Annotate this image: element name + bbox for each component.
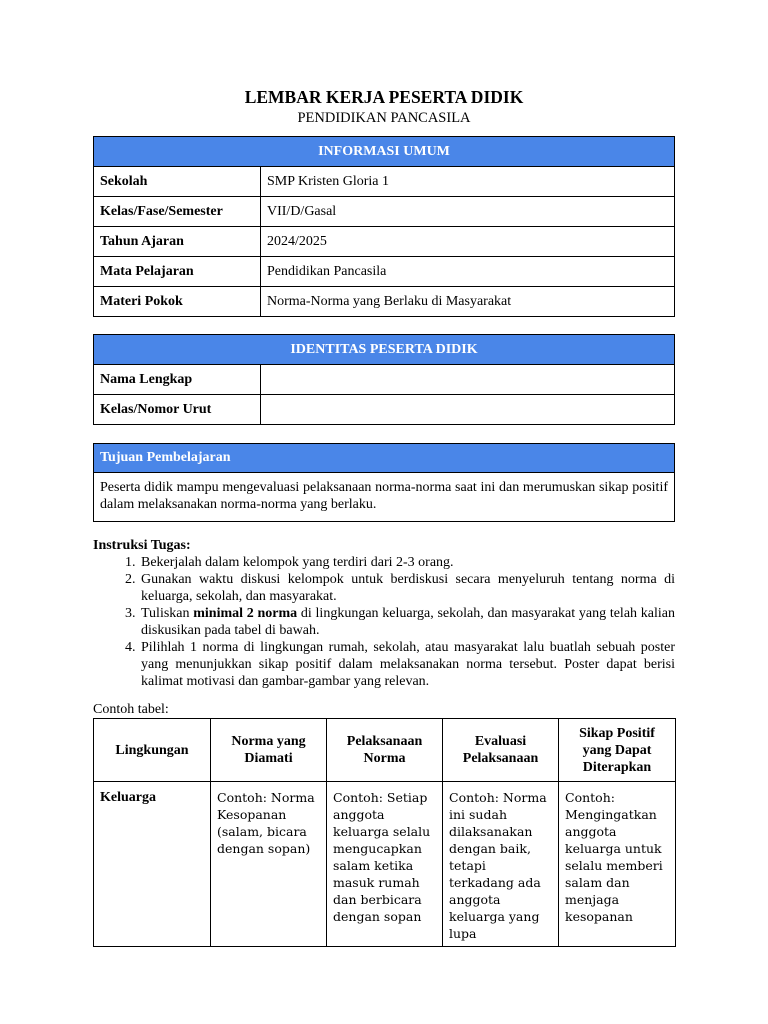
row-label: Kelas/Nomor Urut bbox=[94, 395, 261, 425]
list-item: 1. Bekerjalah dalam kelompok yang terdiri dari 2-3 orang. bbox=[139, 554, 675, 571]
instruksi-label: Instruksi Tugas: bbox=[93, 538, 191, 553]
row-value: Pendidikan Pancasila bbox=[261, 257, 675, 287]
table-row bbox=[94, 167, 675, 197]
contoh-table bbox=[93, 718, 676, 947]
table-row bbox=[94, 395, 675, 425]
informasi-umum-table bbox=[93, 136, 675, 317]
tujuan-heading: Tujuan Pembelajaran bbox=[94, 444, 674, 473]
row-label: Materi Pokok bbox=[94, 287, 261, 317]
row-label: Nama Lengkap bbox=[94, 365, 261, 395]
row-value: VII/D/Gasal bbox=[261, 197, 675, 227]
item-bold-text: minimal 2 norma bbox=[193, 606, 298, 621]
table-row bbox=[94, 287, 675, 317]
table-row bbox=[94, 227, 675, 257]
instruksi-section bbox=[93, 537, 675, 690]
tujuan-box bbox=[93, 443, 675, 522]
contoh-label: Contoh tabel: bbox=[93, 702, 169, 717]
column-header: Sikap Positif yang Dapat Diterapkan bbox=[559, 719, 676, 782]
column-header: Norma yang Diamati bbox=[211, 719, 327, 782]
instruksi-list bbox=[93, 554, 675, 690]
column-header: Evaluasi Pelaksanaan bbox=[443, 719, 559, 782]
row-label: Mata Pelajaran bbox=[94, 257, 261, 287]
kelas-nomor-field[interactable] bbox=[261, 395, 675, 425]
tujuan-text: Peserta didik mampu mengevaluasi pelaksanaan norma-norma saat ini dan merumuskan sikap positif dalam melaksanakan norma-norma yang berlaku. bbox=[100, 480, 668, 512]
table-row bbox=[94, 782, 676, 947]
list-item: 4. Pilihlah 1 norma di lingkungan rumah, sekolah, atau masyarakat lalu buatlah sebuah poster yang menunjukkan sikap positif dalam melaksanakan norma tersebut. Poster dapat berisi kalimat motivasi dan gambar-gambar yang relevan. bbox=[139, 639, 675, 690]
row-value: Norma-Norma yang Berlaku di Masyarakat bbox=[261, 287, 675, 317]
page-subtitle: PENDIDIKAN PANCASILA bbox=[297, 110, 471, 126]
table-cell: Contoh: Setiap anggota keluarga selalu mengucapkan salam ketika masuk rumah dan berbicara dengan sopan bbox=[327, 782, 443, 947]
table-cell: Contoh: Mengingatkan anggota keluarga untuk selalu memberi salam dan menjaga kesopanan bbox=[559, 782, 676, 947]
list-item: 2. Gunakan waktu diskusi kelompok untuk berdiskusi secara menyeluruh tentang norma di keluarga, sekolah, dan masyarakat. bbox=[139, 571, 675, 605]
informasi-umum-heading: INFORMASI UMUM bbox=[94, 137, 675, 167]
column-header: Pelaksanaan Norma bbox=[327, 719, 443, 782]
nama-lengkap-field[interactable] bbox=[261, 365, 675, 395]
table-cell: Keluarga bbox=[94, 782, 211, 947]
item-text: Tuliskan bbox=[141, 606, 194, 621]
table-row bbox=[94, 257, 675, 287]
identitas-table bbox=[93, 334, 675, 425]
row-label: Sekolah bbox=[94, 167, 261, 197]
item-text: di lingkungan keluarga, sekolah, dan masyarakat yang telah kalian diskusikan pada tabel di bawah. bbox=[141, 606, 675, 638]
page-title: LEMBAR KERJA PESERTA DIDIK bbox=[244, 87, 524, 107]
row-label: Kelas/Fase/Semester bbox=[94, 197, 261, 227]
list-item bbox=[139, 605, 675, 639]
row-value: 2024/2025 bbox=[261, 227, 675, 257]
column-header: Lingkungan bbox=[94, 719, 211, 782]
table-row bbox=[94, 197, 675, 227]
table-cell: Contoh: Norma ini sudah dilaksanakan dengan baik, tetapi terkadang ada anggota keluarga yang lupa bbox=[443, 782, 559, 947]
row-label: Tahun Ajaran bbox=[94, 227, 261, 257]
table-cell: Contoh: Norma Kesopanan (salam, bicara dengan sopan) bbox=[211, 782, 327, 947]
row-value: SMP Kristen Gloria 1 bbox=[261, 167, 675, 197]
table-header-row bbox=[94, 719, 676, 782]
identitas-heading: IDENTITAS PESERTA DIDIK bbox=[94, 335, 675, 365]
table-row bbox=[94, 365, 675, 395]
